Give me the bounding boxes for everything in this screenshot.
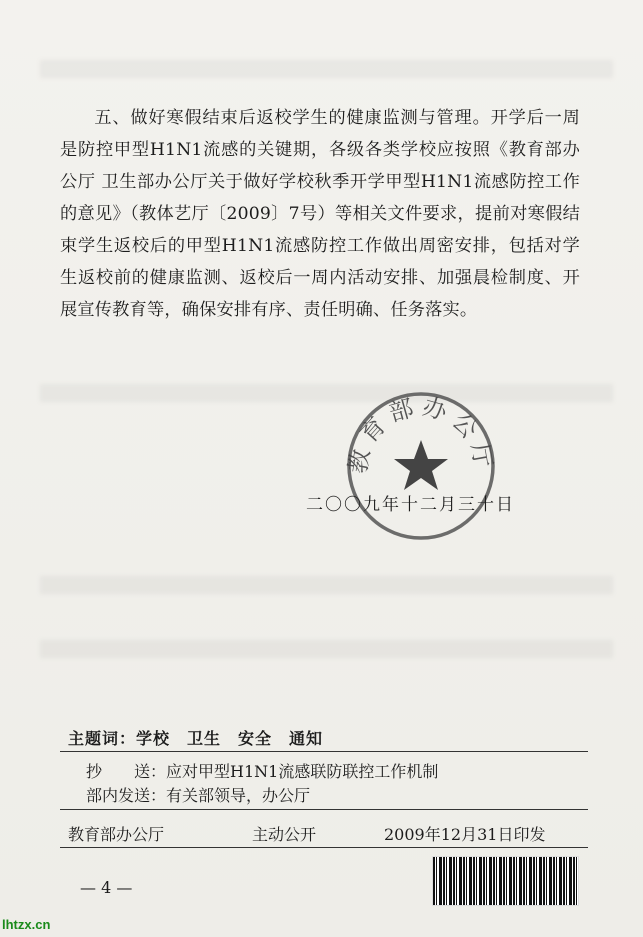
keywords-line: 主题词：学校 卫生 安全 通知 <box>68 729 324 748</box>
seal-star-icon <box>394 440 448 490</box>
seal-text: 教育部办公厅 <box>343 392 499 476</box>
bleed-through-shadow <box>40 60 613 78</box>
internal-distribution-line: 部内发送：有关部领导，办公厅 <box>86 786 311 805</box>
bleed-through-shadow <box>40 640 613 658</box>
divider-line <box>60 847 588 848</box>
divider-line <box>60 751 588 752</box>
divider-line <box>60 809 588 810</box>
body-paragraph: 五、做好寒假结束后返校学生的健康监测与管理。开学后一周是防控甲型H1N1流感的关键期，各级各类学校应按照《教育部办公厅 卫生部办公厅关于做好学校秋季开学甲型H1N1流感防控工作的意见》（教体艺厅〔2009〕7号）等相关文件要求，提前对寒假结束学生返校后的甲型H1N1流感防控工作做出周密安排，包括对学生返校前的健康监测、返校后一周内活动安排、加强晨检制度、开展宣传教育等，确保安排有序、责任明确、任务落实。 <box>60 108 580 320</box>
document-date: 二〇〇九年十二月三十日 <box>306 495 515 515</box>
barcode <box>432 856 579 906</box>
page-number: — 4 — <box>80 878 133 897</box>
printed-date: 2009年12月31日印发 <box>384 825 546 844</box>
bleed-through-shadow <box>40 576 613 594</box>
cc-line: 抄 送：应对甲型H1N1流感联防联控工作机制 <box>86 762 439 781</box>
site-watermark: lhtzx.cn <box>2 917 51 932</box>
disclosure-type: 主动公开 <box>252 825 317 844</box>
issuer: 教育部办公厅 <box>68 825 165 844</box>
body-text <box>60 102 580 326</box>
official-seal-stamp <box>343 388 499 544</box>
bleed-through-shadow <box>40 384 613 402</box>
